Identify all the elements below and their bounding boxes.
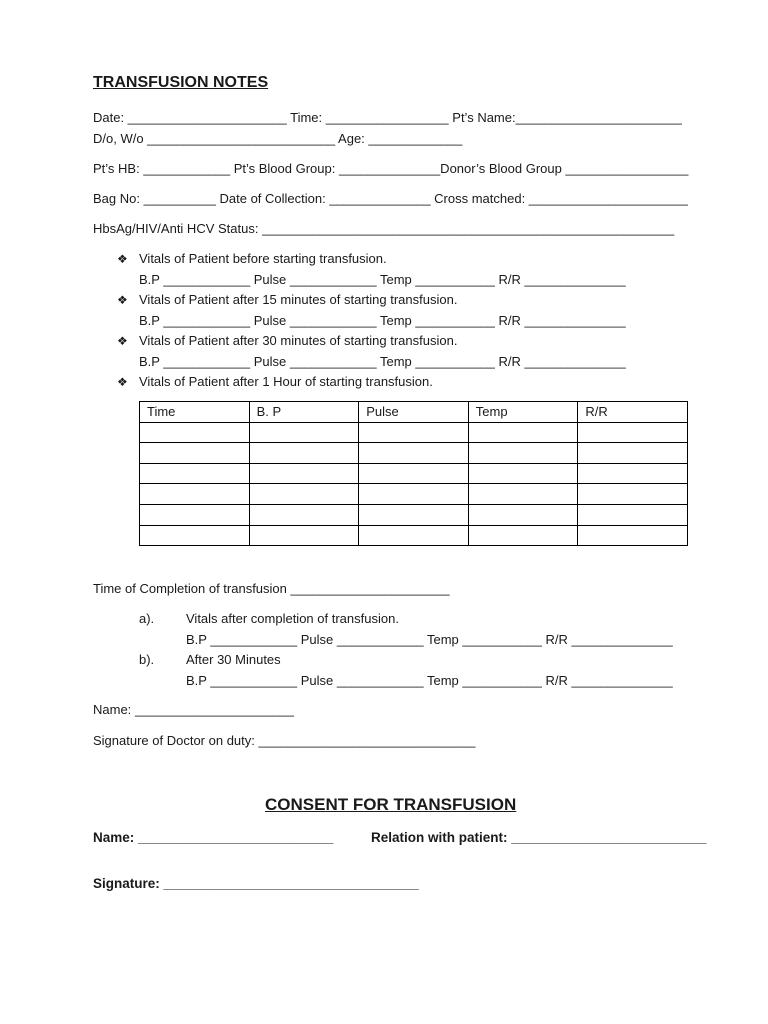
table-row	[140, 422, 688, 443]
vitals-before-row: B.P ____________ Pulse ____________ Temp ___________ R/R ______________	[139, 272, 626, 287]
table-cell[interactable]	[249, 504, 359, 525]
vitals-15min-heading: Vitals of Patient after 15 minutes of starting transfusion.	[139, 292, 458, 307]
vitals-30min-heading: Vitals of Patient after 30 minutes of starting transfusion.	[139, 333, 458, 348]
table-cell[interactable]	[359, 443, 469, 464]
item-a-vitals-row: B.P ____________ Pulse ____________ Temp ___________ R/R ______________	[186, 632, 673, 647]
table-cell[interactable]	[468, 463, 578, 484]
table-cell[interactable]	[249, 422, 359, 443]
bullet-icon: ❖	[117, 252, 128, 266]
vitals-30min-row: B.P ____________ Pulse ____________ Temp ___________ R/R ______________	[139, 354, 626, 369]
table-cell[interactable]	[140, 525, 250, 546]
table-cell[interactable]	[578, 525, 688, 546]
table-cell[interactable]	[140, 484, 250, 505]
table-cell[interactable]	[359, 484, 469, 505]
table-cell[interactable]	[359, 463, 469, 484]
item-b-label: b).	[139, 652, 155, 667]
item-a-label: a).	[139, 611, 155, 626]
table-cell[interactable]	[249, 443, 359, 464]
table-header-bp: B. P	[249, 402, 359, 423]
table-cell[interactable]	[249, 463, 359, 484]
table-cell[interactable]	[249, 484, 359, 505]
table-row	[140, 443, 688, 464]
table-header-row	[140, 402, 688, 423]
date-time-name-line: Date: ______________________ Time: _________________ Pt’s Name:_______________________	[93, 110, 682, 125]
table-cell[interactable]	[249, 525, 359, 546]
table-cell[interactable]	[468, 525, 578, 546]
table-cell[interactable]	[140, 422, 250, 443]
doctor-signature-line: Signature of Doctor on duty: ______________________________	[93, 733, 476, 748]
item-b-vitals-row: B.P ____________ Pulse ____________ Temp ___________ R/R ______________	[186, 673, 673, 688]
table-cell[interactable]	[578, 463, 688, 484]
bag-collection-line: Bag No: __________ Date of Collection: ______________ Cross matched: ______________________	[93, 191, 688, 206]
table-cell[interactable]	[359, 525, 469, 546]
consent-signature-line: Signature: __________________________________	[93, 876, 419, 891]
table-row	[140, 484, 688, 505]
name-line: Name: ______________________	[93, 702, 294, 717]
vitals-before-heading: Vitals of Patient before starting transfusion.	[139, 251, 387, 266]
table-cell[interactable]	[578, 504, 688, 525]
dow-age-line: D/o, W/o __________________________ Age: _____________	[93, 131, 463, 146]
consent-relation-line: Relation with patient: __________________________	[371, 830, 707, 845]
bullet-icon: ❖	[117, 334, 128, 348]
table-cell[interactable]	[359, 422, 469, 443]
table-header-temp: Temp	[468, 402, 578, 423]
table-cell[interactable]	[359, 504, 469, 525]
table-cell[interactable]	[140, 463, 250, 484]
table-cell[interactable]	[578, 422, 688, 443]
table-header-rr: R/R	[578, 402, 688, 423]
completion-time-line: Time of Completion of transfusion ______________________	[93, 581, 450, 596]
item-b-text: After 30 Minutes	[186, 652, 281, 667]
table-row	[140, 525, 688, 546]
table-header-time: Time	[140, 402, 250, 423]
consent-name-line: Name: __________________________	[93, 830, 334, 845]
table-cell[interactable]	[578, 443, 688, 464]
page-title: TRANSFUSION NOTES	[93, 74, 269, 91]
blood-group-line: Pt’s HB: ____________ Pt’s Blood Group: ______________Donor’s Blood Group _________________	[93, 161, 689, 176]
table-row	[140, 463, 688, 484]
table-cell[interactable]	[468, 504, 578, 525]
table-cell[interactable]	[468, 484, 578, 505]
table-cell[interactable]	[140, 504, 250, 525]
bullet-icon: ❖	[117, 293, 128, 307]
vitals-1hour-heading: Vitals of Patient after 1 Hour of starting transfusion.	[139, 374, 433, 389]
table-cell[interactable]	[578, 484, 688, 505]
table-cell[interactable]	[468, 422, 578, 443]
table-cell[interactable]	[468, 443, 578, 464]
hbsag-status-line: HbsAg/HIV/Anti HCV Status: _________________________________________________________	[93, 221, 675, 236]
consent-title: CONSENT FOR TRANSFUSION	[265, 795, 517, 814]
vitals-table	[139, 401, 688, 546]
bullet-icon: ❖	[117, 375, 128, 389]
vitals-15min-row: B.P ____________ Pulse ____________ Temp ___________ R/R ______________	[139, 313, 626, 328]
table-cell[interactable]	[140, 443, 250, 464]
table-row	[140, 504, 688, 525]
item-a-text: Vitals after completion of transfusion.	[186, 611, 399, 626]
table-header-pulse: Pulse	[359, 402, 469, 423]
